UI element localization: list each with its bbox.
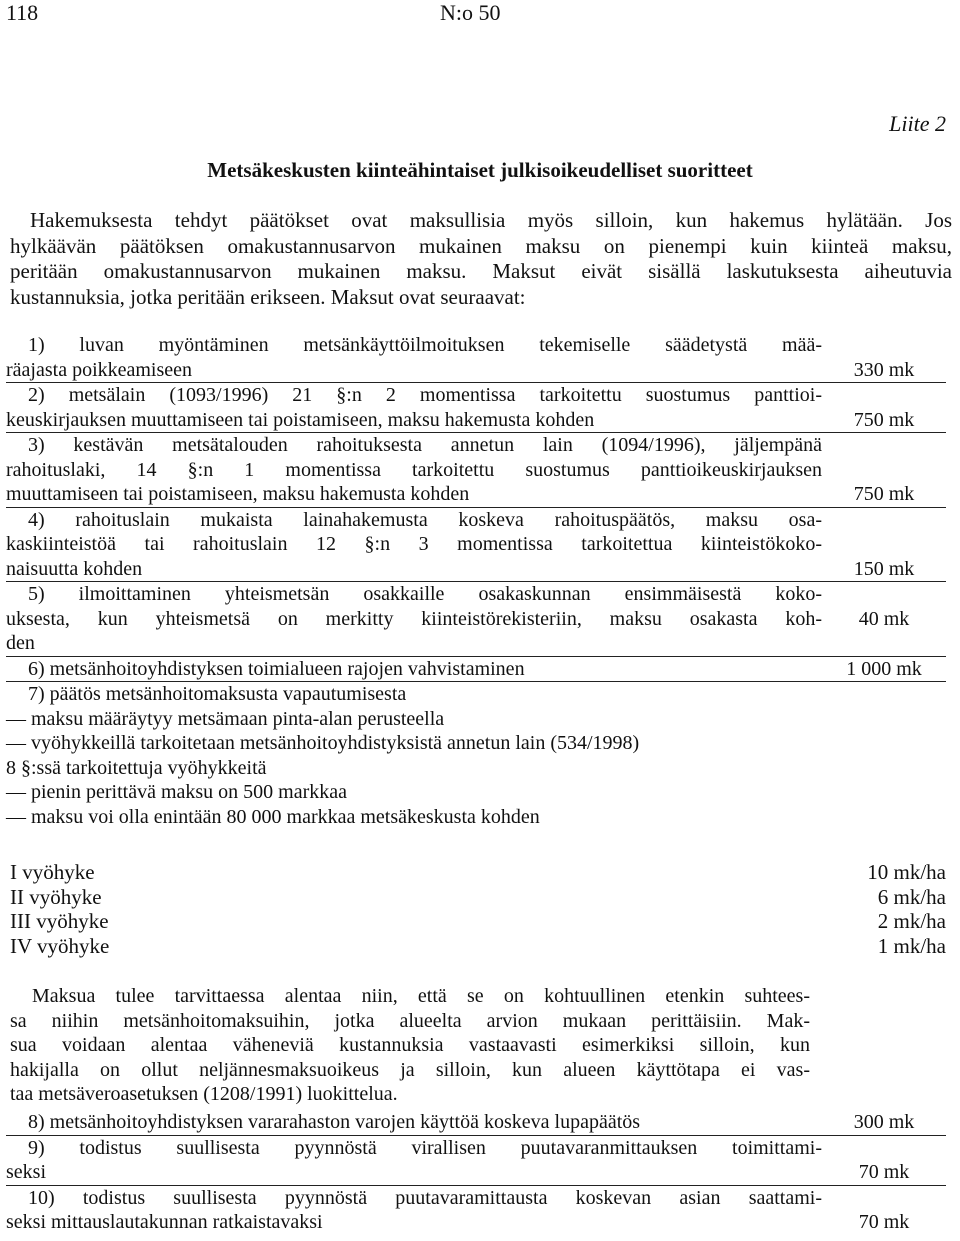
fee-amount: 40 mk [858, 607, 910, 630]
page-number: 118 [6, 0, 39, 25]
zone-label: I vyöhyke [10, 860, 95, 884]
fee-line: naisuutta kohden [6, 557, 143, 580]
fee-row [6, 582, 946, 657]
fee-row [6, 657, 946, 683]
zone-row [10, 934, 946, 959]
zone-row [10, 860, 946, 885]
fee-line: muuttamiseen tai poistamiseen, maksu hakemusta kohden [6, 483, 470, 505]
intro-line: hylkäävän päätöksen omakustannusarvon mukainen maksu on pienempi kuin kiinteä maksu, [10, 233, 952, 258]
fee-line: seksi [6, 1161, 46, 1183]
fee-row [6, 1136, 946, 1186]
zone-row [10, 885, 946, 910]
fee-line: 6) metsänhoitoyhdistyksen toimialueen rajojen vahvistaminen [28, 657, 525, 680]
fee-line: 3) kestävän metsätalouden rahoituksesta annetun lain (1094/1996), jäljempänä [28, 434, 822, 456]
fee-row-item7 [6, 682, 946, 829]
fee-description [6, 1136, 822, 1185]
fee-description [6, 1110, 822, 1135]
fee-line: 9) todistus suullisesta pyynnöstä virallisen puutavaranmittauksen toimittami- [28, 1136, 822, 1159]
fee-line: den [6, 632, 35, 654]
zone-label: III vyöhyke [10, 909, 109, 933]
fee-line: keuskirjauksen muuttamiseen tai poistamiseen, maksu hakemusta kohden [6, 408, 595, 431]
fee-line: — pienin perittävä maksu on 500 markkaa [6, 781, 348, 803]
zone-row [10, 909, 946, 934]
fee-line: seksi mittauslautakunnan ratkaistavaksi [6, 1211, 323, 1233]
fee-description [6, 582, 822, 656]
reduction-note [10, 984, 810, 1107]
fee-description [6, 508, 822, 582]
fee-amount: 750 mk [853, 408, 915, 431]
fee-description [6, 1186, 822, 1235]
fee-description [6, 383, 822, 432]
fee-line: 5) ilmoittaminen yhteismetsän osakkaille osakaskunnan ensimmäisestä koko- [28, 583, 822, 605]
fee-row [6, 433, 946, 508]
note-line: hakijalla on ollut neljännesmaksuoikeus ja silloin, kun alueen käyttötapa ei vas- [10, 1058, 810, 1081]
intro-paragraph [10, 208, 952, 310]
document-title: Metsäkeskusten kiinteähintaiset julkisoikeudelliset suoritteet [207, 158, 753, 182]
fee-line: 10) todistus suullisesta pyynnöstä puutavaramittausta koskevan asian saattami- [28, 1186, 822, 1209]
fee-amount: 300 mk [853, 1111, 915, 1133]
fee-line: — maksu määräytyy metsämaan pinta-alan perusteella [6, 707, 445, 730]
fee-description [6, 682, 822, 829]
intro-line: Hakemuksesta tehdyt päätökset ovat maksullisia myös silloin, kun hakemus hylätään. Jos [30, 208, 952, 232]
zone-rate: 2 mk/ha [877, 909, 946, 933]
intro-line: peritään omakustannusarvon mukainen maksu. Maksut eivät sisällä laskutuksesta aiheutuvia [10, 259, 952, 283]
zone-rates [10, 860, 946, 958]
zone-rate: 6 mk/ha [877, 884, 946, 909]
fee-line: kaskiinteistöä tai rahoituslain 12 §:n 3 momentissa tarkoitettua kiinteistökoko- [6, 533, 822, 555]
appendix-label: Liite 2 [889, 111, 946, 136]
intro-line: kustannuksia, jotka peritään erikseen. Maksut ovat seuraavat: [10, 284, 526, 309]
fee-line: 2) metsälain (1093/1996) 21 §:n 2 momentissa tarkoitettu suostumus panttioi- [28, 384, 822, 406]
note-line: Maksua tulee tarvittaessa alentaa niin, että se on kohtuullinen etenkin suhtees- [32, 985, 810, 1007]
fee-amount-empty [822, 682, 946, 829]
fee-line: — maksu voi olla enintään 80 000 markkaa metsäkeskusta kohden [6, 805, 540, 828]
fee-line: — vyöhykkeillä tarkoitetaan metsänhoitoyhdistyksistä annetun lain (534/1998) [6, 732, 640, 754]
fee-row [6, 1186, 946, 1235]
issue-number: N:o 50 [440, 0, 501, 25]
note-line: sua voidaan alentaa väheneviä kustannuksia vastaavasti esimerkiksi silloin, kun [10, 1034, 810, 1056]
fee-line: 7) päätös metsänhoitomaksusta vapautumisesta [28, 683, 407, 705]
fee-table [6, 333, 946, 829]
fee-description [6, 333, 822, 382]
note-line: taa metsäveroasetuksen (1208/1991) luokittelua. [10, 1083, 398, 1105]
fee-table-continued [6, 1110, 946, 1235]
fee-line: 1) luvan myöntäminen metsänkäyttöilmoituksen tekemiselle säädetystä mää- [28, 334, 822, 356]
zone-label: IV vyöhyke [10, 933, 110, 958]
fee-line: rahoituslaki, 14 §:n 1 momentissa tarkoitettu suostumus panttioikeuskirjauksen [6, 458, 822, 481]
fee-amount: 70 mk [858, 1211, 910, 1233]
fee-description [6, 657, 822, 682]
fee-line: 8 §:ssä tarkoitettuja vyöhykkeitä [6, 756, 267, 779]
fee-row [6, 383, 946, 433]
note-line: sa niihin metsänhoitomaksuihin, jotka alueelta arvion mukaan perittäisiin. Mak- [10, 1009, 810, 1032]
fee-line: 4) rahoituslain mukaista lainahakemusta koskeva rahoituspäätös, maksu osa- [28, 508, 822, 531]
fee-amount: 150 mk [853, 557, 915, 580]
fee-amount: 330 mk [853, 358, 915, 381]
fee-line: 8) metsänhoitoyhdistyksen vararahaston varojen käyttöä koskeva lupapäätös [28, 1111, 641, 1133]
fee-amount: 70 mk [858, 1161, 910, 1183]
fee-description [6, 433, 822, 507]
fee-row [6, 508, 946, 583]
zone-label: II vyöhyke [10, 884, 102, 909]
fee-line: räajasta poikkeamiseen [6, 358, 193, 381]
fee-amount: 1 000 mk [846, 657, 922, 680]
fee-amount: 750 mk [853, 483, 915, 505]
fee-line: uksesta, kun yhteismetsä on merkitty kiinteistörekisteriin, maksu osakasta koh- [6, 607, 822, 630]
fee-row [6, 333, 946, 383]
fee-row [6, 1110, 946, 1136]
zone-rate: 1 mk/ha [877, 933, 946, 958]
zone-rate: 10 mk/ha [867, 860, 946, 884]
